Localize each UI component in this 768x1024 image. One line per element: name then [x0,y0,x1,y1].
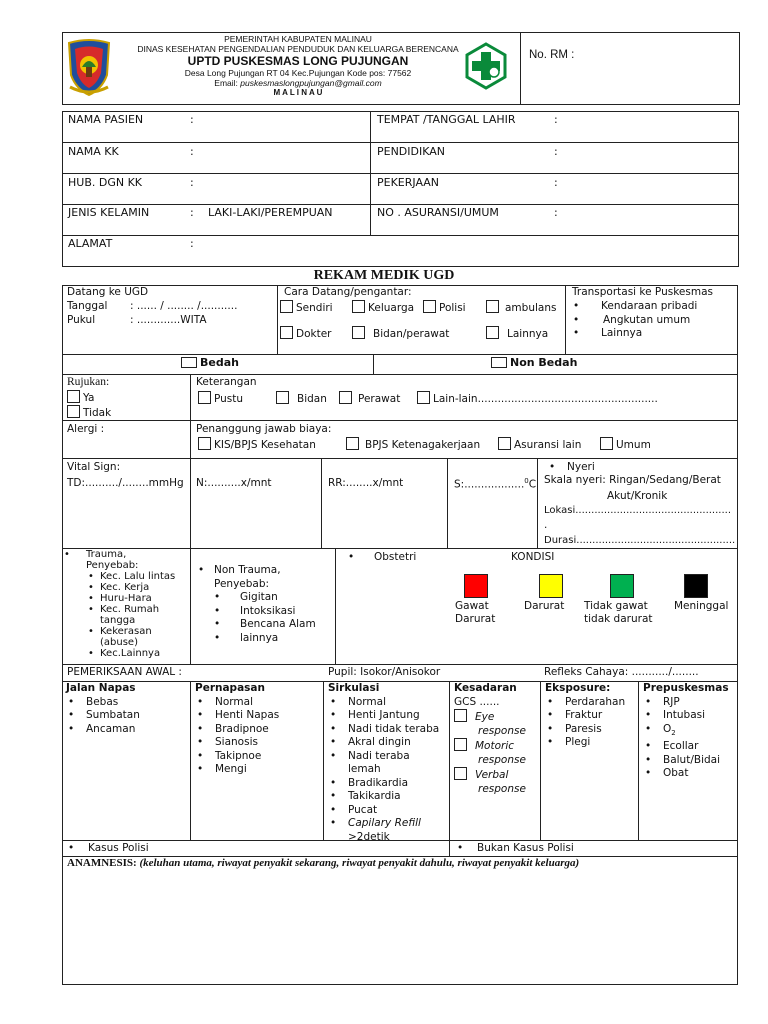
colon: : [190,145,194,158]
jenis-kelamin-value: LAKI-LAKI/PEREMPUAN [208,206,333,219]
option-label: Pustu [214,393,244,405]
lokasi-dot: . [544,519,548,531]
checkbox[interactable] [198,437,211,450]
option-dokter[interactable] [280,326,331,341]
item-label: Bebas [86,695,119,708]
header-line-1: PEMERINTAH KABUPATEN MALINAU [224,34,372,44]
checkbox[interactable] [454,738,467,751]
puskesmas-logo-icon [462,42,510,90]
item-label: Plegi [565,736,591,748]
list-item[interactable] [571,300,697,314]
anamnesis-label: ANAMNESIS: [67,857,137,869]
list-item[interactable] [328,804,448,818]
list-item[interactable] [86,571,190,582]
item-label: lainnya [240,631,279,644]
col-line [565,285,566,354]
list-item[interactable] [328,777,448,791]
prepuskesmas-list [643,696,737,781]
option-pustu[interactable] [198,391,243,406]
tempat-tanggal-label: TEMPAT /TANGGAL LAHIR [377,113,516,126]
pernapasan-col [195,682,321,777]
option-tidak[interactable] [67,405,111,420]
item-label: Takikardia [348,790,401,802]
list-item[interactable] [66,696,190,710]
celsius: C [528,478,537,491]
item-label: O [663,722,672,735]
option-label: Bidan/perawat [373,328,450,340]
jalan-napas-col [66,682,190,736]
non-trauma-label [196,564,334,578]
list-item[interactable] [195,763,321,777]
list-item[interactable] [66,709,190,723]
kondisi-gawat [455,600,495,626]
pernapasan-label: Pernapasan [195,682,265,694]
non-trauma-penyebab: Penyebab: [214,577,270,590]
option-label: Bidan [297,393,327,405]
item-label: Bradipnoe [215,722,269,735]
durasi-field[interactable]: Durasi.................................................. [544,535,736,546]
subscript: 2 [671,728,676,737]
item-label: Intubasi [663,709,706,721]
option-label: Perawat [358,393,401,405]
checkbox[interactable] [454,767,467,780]
page-title: REKAM MEDIK UGD [313,268,455,283]
list-item[interactable] [86,582,190,593]
kondisi-darurat: Darurat [524,600,565,612]
checkbox[interactable] [498,437,511,450]
list-item[interactable] [328,723,448,737]
nama-pasien-label: NAMA PASIEN [68,113,144,126]
item-label: Nadi teraba [348,749,410,762]
checkbox[interactable] [280,300,293,313]
eksposure-list [545,696,637,750]
identity-row-line [62,142,739,143]
item-label: Normal [215,695,253,708]
item-label-cont: lemah [348,763,381,775]
list-item[interactable] [328,709,448,723]
option-non-bedah[interactable] [491,356,577,370]
kondisi-label: KONDISI [511,551,555,563]
item-label: Ancaman [86,722,136,735]
pukul-value[interactable]: : .............WITA [130,314,207,326]
colon: : [190,237,194,250]
list-item[interactable] [643,754,737,768]
option-polisi[interactable] [423,300,466,315]
col-line [449,681,450,856]
colon: : [190,176,194,189]
alergi-label: Alergi : [67,423,105,435]
trauma-list [62,571,190,659]
kondisi-green-swatch[interactable] [610,574,634,598]
anamnesis-detail: (keluhan utama, riwayat penyakit sekarang, riwayat penyakit dahulu, riwayat penyakit keluarga) [139,857,580,869]
option-label: Umum [616,439,651,451]
lokasi-field[interactable]: Lokasi................................................. [544,505,732,516]
item-label: Bradikardia [348,776,409,789]
checkbox[interactable] [346,437,359,450]
list-item[interactable] [571,327,697,341]
penanggung-label: Penanggung jawab biaya: [196,423,332,435]
kesadaran-col [454,682,540,796]
jenis-kelamin-label: JENIS KELAMIN [68,206,150,219]
kasus-polisi-item[interactable] [66,842,149,856]
row-line [62,374,738,375]
header-email-label: Email: [214,78,238,88]
option-keluarga[interactable] [352,300,414,315]
col-line [373,354,374,374]
tanggal-label: Tanggal [67,300,108,312]
item-label: Capilary Refill [348,817,421,829]
option-label: ambulans [505,302,557,314]
asuransi-label: NO . ASURANSI/UMUM [377,206,499,219]
gcs-field[interactable]: GCS ...... [454,695,500,708]
keterangan-label: Keterangan [196,376,257,388]
bullet [66,842,149,854]
item-label: Kec. Rumah [100,604,160,615]
bukan-kasus-label: Bukan Kasus Polisi [477,842,574,854]
col-line [447,458,448,548]
checkbox[interactable] [454,709,467,722]
option-label: Polisi [439,302,466,314]
td-field[interactable]: TD:........../........mmHg [67,477,184,489]
jalan-napas-list [66,696,190,737]
col-line [190,374,191,664]
obstetri-label: Obstetri [374,551,417,563]
checkbox[interactable] [67,390,80,403]
label-line: Darurat [455,613,496,626]
list-item[interactable] [66,723,190,737]
option-label: Eye [475,711,495,723]
transportasi-label: Transportasi ke Puskesmas [572,286,713,298]
akut-kronik: Akut/Kronik [607,490,668,502]
item-label: Kendaraan pribadi [601,300,698,312]
pupil-field[interactable]: Pupil: Isokor/Anisokor [328,666,441,678]
transportasi-list [571,300,697,341]
item-label: Henti Jantung [348,709,420,721]
list-item[interactable] [212,605,334,619]
checkbox[interactable] [600,437,613,450]
item-label: Normal [348,695,386,708]
list-item[interactable] [545,723,637,737]
vital-sign-label: Vital Sign: [67,461,121,473]
n-field[interactable]: N:..........x/mnt [196,477,272,489]
list-item[interactable] [643,709,737,723]
list-item[interactable] [86,648,190,659]
header-puskesmas-name: UPTD PUSKESMAS LONG PUJUNGAN [187,54,409,68]
kondisi-black-swatch[interactable] [684,574,708,598]
list-item[interactable] [212,591,334,605]
option-label: KIS/BPJS Kesehatan [214,439,316,451]
col-line [190,681,191,840]
kasus-polisi-label: Kasus Polisi [88,842,149,854]
label-line: tidak darurat [584,613,653,626]
prepuskesmas-col [643,682,737,781]
checkbox[interactable] [352,326,365,339]
bukan-kasus-polisi-item[interactable] [455,842,574,856]
pernapasan-list [195,696,321,777]
item-label: Fraktur [565,709,603,721]
item-label: Mengi [215,763,247,775]
option-label: Non Bedah [510,356,578,369]
checkbox[interactable] [276,391,289,404]
rr-field[interactable]: RR:........x/mnt [328,477,404,489]
list-item[interactable] [86,593,190,604]
colon: : [190,113,194,126]
eksposure-label: Eksposure: [545,682,611,694]
sirkulasi-col [328,682,448,844]
list-item[interactable] [195,736,321,750]
identity-row-line [62,204,739,205]
option-label-cont: response [478,724,526,737]
trauma-label [62,549,190,560]
item-label: Paresis [565,722,602,735]
list-item[interactable] [328,750,448,777]
list-item[interactable] [643,696,737,710]
pemeriksaan-awal-label: PEMERIKSAAN AWAL : [67,666,182,678]
list-item[interactable] [195,723,321,737]
option-label: Lain-lain...................................................... [433,393,658,405]
option-label: Lainnya [507,328,549,340]
option-label: Ya [83,392,95,404]
list-item[interactable] [643,740,737,754]
option-label: Keluarga [368,302,415,314]
item-label-cont: (abuse) [100,637,138,648]
item-label: Ecollar [663,740,699,753]
item-label: Angkutan umum [603,313,691,326]
checkbox[interactable] [491,357,507,368]
row-line [62,664,738,665]
checkbox[interactable] [181,357,197,368]
option-label: Bedah [200,356,239,369]
item-label: Perdarahan [565,695,626,708]
row-line [62,458,738,459]
option-ambulans[interactable] [486,300,556,315]
suhu-field[interactable] [454,477,536,492]
item-label: Balut/Bidai [663,753,721,766]
colon: : [554,145,558,158]
list-item[interactable] [86,626,190,648]
kondisi-red-swatch[interactable] [464,574,488,598]
col-line [277,285,278,354]
list-item[interactable] [328,696,448,710]
nyeri-item [547,461,595,475]
list-item[interactable] [571,314,697,328]
checkbox[interactable] [280,326,293,339]
list-item[interactable] [212,618,334,632]
colon: : [554,206,558,219]
option-label-cont: response [478,782,526,795]
header-email: puskesmaslongpujungan@gmail.com [240,78,382,88]
col-line [321,458,322,548]
item-label: Kec.Lainnya [100,648,161,659]
header-malinau: M A L I N A U [273,88,323,97]
kondisi-tidak-gawat [584,600,653,626]
pekerjaan-label: PEKERJAAN [377,176,440,189]
option-eye-response[interactable] [454,709,540,738]
option-label: Asuransi lain [514,439,582,451]
malinau-emblem-icon [66,37,112,97]
header-line-2: DINAS KESEHATAN PENGENDALIAN PENDUDUK DAN KELUARGA BERENCANA [137,44,459,54]
option-umum[interactable] [600,437,651,452]
list-item[interactable] [328,790,448,804]
option-label-cont: response [478,753,526,766]
col-line [335,548,336,664]
option-bedah[interactable] [181,356,239,370]
identity-row-line [62,173,739,174]
label-line: Tidak gawat [584,600,648,612]
header-divider [520,32,521,105]
item-label: Kec. Lalu lintas [100,571,176,582]
checkbox[interactable] [198,391,211,404]
anamnesis-header [67,857,579,871]
checkbox[interactable] [339,391,352,404]
item-label: Bencana Alam [240,618,316,630]
bullet [547,461,595,473]
identity-row-line [62,235,739,236]
item-label: Obat [663,767,689,780]
item-label: Huru-Hara [100,593,152,604]
item-label: Gigitan [240,591,278,603]
trauma-label-text: Trauma, [86,549,127,560]
item-label-cont: >2detik [348,830,390,843]
list-item[interactable] [328,736,448,750]
kesadaran-label: Kesadaran [454,682,517,694]
list-item[interactable] [545,709,637,723]
pukul-label: Pukul [67,314,96,326]
pendidikan-label: PENDIDIKAN [377,145,446,158]
nyeri-label: Nyeri [567,461,595,473]
item-label: Akral dingin [348,736,411,748]
bullet [455,842,574,854]
option-label: Motoric [475,740,515,752]
nama-kk-label: NAMA KK [68,145,119,158]
row-line [62,354,738,355]
header-email-line [112,78,484,88]
list-item[interactable] [545,696,637,710]
bullet [346,551,416,563]
list-item[interactable] [328,817,448,844]
kondisi-yellow-swatch[interactable] [539,574,563,598]
list-item[interactable] [86,604,190,626]
checkbox[interactable] [67,405,80,418]
header-address: Desa Long Pujungan RT 04 Kec.Pujungan Kode pos: 77562 [184,68,412,78]
checkbox[interactable] [486,300,499,313]
eksposure-col [545,682,637,750]
option-motoric-response[interactable] [454,738,540,767]
option-label: Dokter [296,328,332,340]
col-line [638,681,639,840]
colon: : [554,176,558,189]
datang-label: Datang ke UGD [67,286,149,298]
no-rm-label: No. RM : [529,49,575,61]
option-bpjs-tk[interactable] [346,437,480,452]
option-lain-lain[interactable] [417,391,658,406]
option-bidan-perawat[interactable] [352,326,449,341]
option-kis-bpjs[interactable] [198,437,316,452]
sirkulasi-label: Sirkulasi [328,682,380,694]
option-bidan[interactable] [276,391,327,406]
hub-kk-label: HUB. DGN KK [68,176,143,189]
refleks-field[interactable]: Refleks Cahaya: .........../........ [544,666,699,678]
trauma-block [62,549,190,659]
list-item[interactable] [195,709,321,723]
degree-mark: 0 [524,477,529,485]
item-label: Sianosis [215,736,258,748]
checkbox[interactable] [423,300,436,313]
colon: : [554,113,558,126]
item-label: Henti Napas [215,709,280,721]
tanggal-value[interactable]: : ...... / ........ /........... [130,300,238,312]
rujukan-label: Rujukan: [67,376,110,388]
option-ya[interactable] [67,390,94,405]
col-line [540,681,541,840]
item-label: Intoksikasi [240,604,296,617]
non-trauma-list [196,591,334,645]
list-item[interactable] [212,632,334,646]
item-label: Nadi tidak teraba [348,722,440,735]
checkbox[interactable] [486,326,499,339]
checkbox[interactable] [352,300,365,313]
col-line [537,458,538,548]
option-asuransi-lain[interactable] [498,437,581,452]
item-label: Takipnoe [215,749,262,762]
row-line [62,420,738,421]
cara-datang-label: Cara Datang/pengantar: [284,286,412,298]
prepuskesmas-label: Prepuskesmas [643,682,729,694]
colon: : [190,206,194,219]
list-item[interactable] [195,696,321,710]
kondisi-meninggal: Meninggal [674,600,729,612]
non-trauma-block [196,564,334,645]
list-item[interactable] [643,723,737,741]
option-sendiri[interactable] [280,300,333,315]
obstetri-item[interactable] [346,551,416,565]
item-label-cont: tangga [100,615,136,626]
item-label: Pucat [348,803,378,816]
anamnesis-text-area[interactable] [63,872,737,984]
option-label: Sendiri [296,302,333,314]
list-item[interactable] [195,750,321,764]
option-verbal-response[interactable] [454,767,540,796]
checkbox[interactable] [417,391,430,404]
item-label: Kec. Kerja [100,582,150,593]
list-item[interactable] [643,767,737,781]
col-line [323,681,324,840]
item-label: RJP [663,695,680,708]
option-lainnya[interactable] [486,326,548,341]
header-text-block [112,33,484,103]
item-label: Lainnya [601,327,643,339]
skala-nyeri: Skala nyeri: Ringan/Sedang/Berat [544,474,721,486]
label-line: Gawat [455,600,489,612]
non-trauma-label-text: Non Trauma, [214,564,281,576]
trauma-penyebab: Penyebab: [86,560,139,571]
option-perawat[interactable] [339,391,400,406]
option-label: Verbal [475,769,509,781]
list-item[interactable] [545,736,637,750]
item-label: Sumbatan [86,709,140,721]
option-label: Tidak [83,407,112,419]
alamat-label: ALAMAT [68,237,113,250]
jalan-napas-label: Jalan Napas [66,682,136,694]
suhu-dots: S:.................. [454,478,525,491]
sirkulasi-list [328,696,448,845]
option-label: BPJS Ketenagakerjaan [365,439,481,451]
item-label: Kekerasan [100,626,152,637]
